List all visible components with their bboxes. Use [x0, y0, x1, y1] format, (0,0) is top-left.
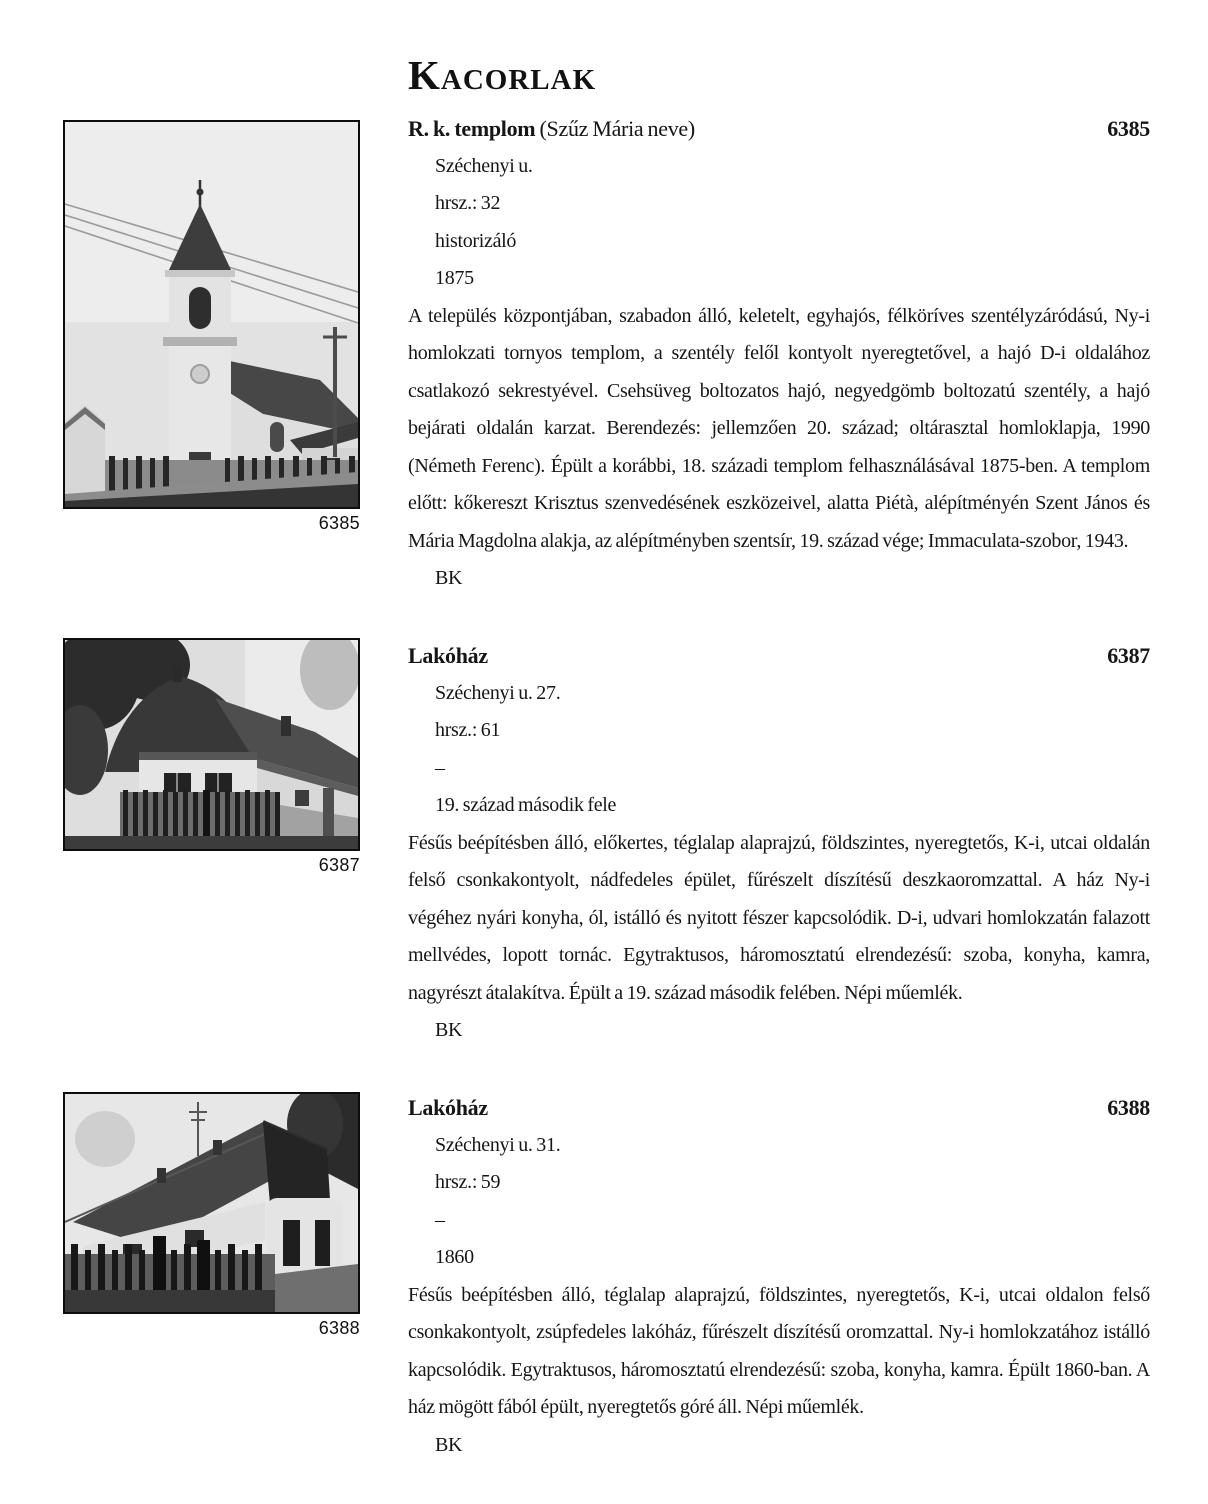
entry-parcel: hrsz.: 61 — [435, 719, 501, 741]
entry-header — [408, 1089, 1150, 1127]
entry-description: A település központjában, szabadon álló, keletelt, egyhajós, félköríves szentélyzáródású, Ny-i homlokzati tornyos templom, a szentély felől kontyolt nyeregtetővel, a hajó D-i oldalához csatlakozó sekrestyével. Csehsüveg boltozatos hajó, negyedgömb boltozatú szentély, a hajó bejárati oldalán karzat. Berendezés: jellemzően 20. század; oltárasztal homloklapja, 1990 (Németh Ferenc). Épült a korábbi, 18. századi templom felhasználásával 1875-ben. A templom előtt: kőkereszt Krisztus szenvedésének eszközeivel, alatta Piétà, alépítményén Szent János és Mária Magdolna alakja, az alépítményben szentsír, 19. század vége; Immaculata-szobor, 1943. — [408, 304, 1150, 552]
farmhouse-photo-illustration — [65, 1094, 358, 1312]
entry-style: historizáló — [435, 229, 517, 252]
entry-date: 1860 — [435, 1246, 474, 1268]
photo-frame — [63, 638, 360, 851]
entry-title — [408, 1089, 488, 1127]
photo-frame — [63, 1092, 360, 1314]
entry-title — [408, 110, 695, 148]
entry-signature: BK — [435, 1433, 463, 1456]
entry-address: Széchenyi u. — [435, 154, 533, 177]
entry-parcel: hrsz.: 32 — [435, 192, 501, 214]
photo-figure-6388 — [63, 1092, 360, 1339]
cottage-photo-illustration — [65, 640, 358, 849]
entry-description: Fésűs beépítésben álló, előkertes, téglalap alaprajzú, földszintes, nyeregtetős, K-i, utcai oldalán felső csonkakontyolt, nádfedeles épület, fűrészelt díszítésű deszkaoromzattal. A ház Ny-i végéhez nyári konyha, ól, istálló és nyitott fészer kapcsolódik. D-i, udvari homlokzatán falazott mellvédes, lopott tornác. Egytraktusos, háromosztatú elrendezésű: szoba, konyha, kamra, nagyrészt átalakítva. Épült a 19. század második felében. Népi műemlék. — [408, 831, 1150, 1004]
entry-number: 6385 — [1107, 116, 1150, 141]
entry-description: Fésűs beépítésben álló, téglalap alaprajzú, földszintes, nyeregtetős, K-i, utcai oldalon felső csonkakontyolt, zsúpfedeles lakóház, fűrészelt díszítésű oromzattal. Ny-i homlokzatához istálló kapcsolódik. Egytraktusos, háromosztatú elrendezésű: szoba, konyha, kamra. Épült 1860-ban. A ház mögött fából épült, nyeregtetős góré áll. Népi műemlék. — [408, 1283, 1150, 1418]
entry-signature: BK — [435, 1019, 463, 1041]
entry-date: 19. század második fele — [435, 794, 617, 816]
entry-header — [408, 110, 1150, 148]
photo-caption: 6388 — [318, 1318, 360, 1338]
church-photo-illustration — [65, 122, 358, 507]
photo-caption: 6387 — [318, 855, 360, 875]
entry-signature: BK — [435, 567, 463, 589]
entry-parcel: hrsz.: 59 — [435, 1171, 501, 1193]
photo-frame — [63, 120, 360, 509]
catalog-entry-6387 — [408, 637, 1150, 1050]
entry-title — [408, 637, 488, 675]
entry-style: – — [435, 756, 445, 779]
entry-number: 6387 — [1107, 643, 1150, 668]
entry-name: R. k. templom — [408, 116, 536, 141]
photo-caption: 6385 — [318, 513, 360, 533]
ground — [65, 836, 358, 849]
entry-date: 1875 — [435, 267, 474, 289]
entry-number: 6388 — [1107, 1095, 1150, 1120]
entry-name: Lakóház — [408, 643, 488, 668]
entry-header — [408, 637, 1150, 675]
left-house — [65, 405, 105, 494]
entry-name: Lakóház — [408, 1095, 488, 1120]
entry-style: – — [435, 1208, 445, 1231]
entry-address: Széchenyi u. 27. — [435, 681, 561, 704]
catalog-entry-6388 — [408, 1089, 1150, 1464]
entry-name-note: (Szűz Mária neve) — [535, 116, 695, 141]
entry-address: Széchenyi u. 31. — [435, 1133, 561, 1156]
page-title: Kacorlak — [408, 52, 597, 99]
photo-figure-6387 — [63, 638, 360, 876]
fence — [120, 790, 280, 838]
catalog-entry-6385 — [408, 110, 1150, 598]
photo-figure-6385 — [63, 120, 360, 534]
